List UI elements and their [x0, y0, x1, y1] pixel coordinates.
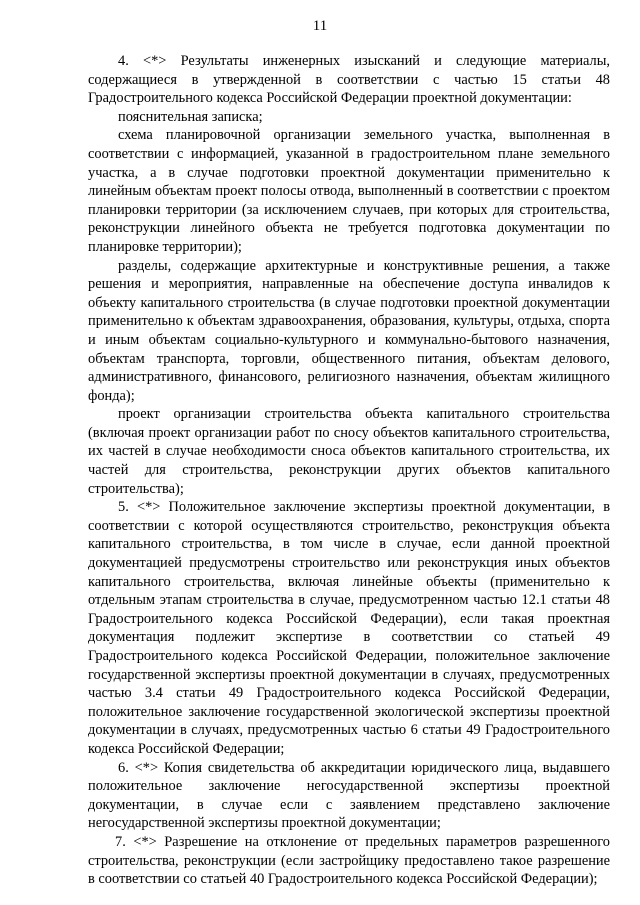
- paragraph-explanatory-note: пояснительная записка;: [118, 108, 263, 125]
- page-number: 11: [312, 18, 328, 34]
- paragraph-item-5: 5. <*> Положительное заключение экспертизы проектной документации, в соответствии с которой осуществляются строительство, реконструкция объекта капитального строительства, в том числе в случае, если данной проектной документацией предусмотрены строительство или реконструкция иных объектов капитального строительства, включая линейные объекты (применительно к отдельным этапам строительства в случае, предусмотренном частью 12.1 статьи 48 Градостроительного кодекса Российской Федерации), если такая проектная документация подлежит экспертизе в соответствии со статьей 49 Градостроительного кодекса Российской Федерации, положительное заключение государственной экспертизы проектной документации в случаях, предусмотренных частью 3.4 статьи 49 Градостроительного кодекса Российской Федерации, положительное заключение государственной экологической экспертизы проектной документации в случаях, предусмотренных частью 6 статьи 49 Градостроительного кодекса Российской Федерации;: [88, 499, 610, 757]
- paragraph-item-4: 4. <*> Результаты инженерных изысканий и следующие материалы, содержащиеся в утвержденной в соответствии с частью 15 статьи 48 Градостроительного кодекса Российской Федерации проектной документации:: [88, 53, 610, 107]
- paragraph-architectural-sections: разделы, содержащие архитектурные и конструктивные решения, а также решения и мероприятия, направленные на обеспечение доступа инвалидов к объекту капитального строительства (в случае подготовки проектной документации применительно к объектам здравоохранения, образования, культуры, отдыха, спорта и иным объектам социально-культурного и коммунально-бытового назначения, объектам транспорта, торговли, общественного питания, объектам делового, административного, финансового, религиозного назначения, объектам жилищного фонда);: [88, 257, 610, 404]
- paragraph-item-6: 6. <*> Копия свидетельства об аккредитации юридического лица, выдавшего положительное заключение негосударственной экспертизы проектной документации, в случае если с заявлением представлено заключение негосударственной экспертизы проектной документации;: [88, 759, 610, 832]
- paragraph-item-7: 7. <*> Разрешение на отклонение от предельных параметров разрешенного строительства, реконструкции (если застройщику предоставлено такое разрешение в соответствии со статьей 40 Градостроительного кодекса Российской Федерации);: [88, 833, 610, 888]
- paragraph-site-plan-scheme: схема планировочной организации земельного участка, выполненная в соответствии с информацией, указанной в градостроительном плане земельного участка, а в случае подготовки проектной документации применительно к линейным объектам проект полосы отвода, выполненный в соответствии с проектом планировки территории (за исключением случаев, при которых для строительства, реконструкции линейного объекта не требуется подготовка документации по планировке территории);: [88, 127, 610, 255]
- paragraph-construction-organization: проект организации строительства объекта капитального строительства (включая проект организации работ по сносу объектов капитального строительства, их частей в случае необходимости сноса объектов капитального строительства, их частей для строительства, реконструкции других объектов капитального строительства);: [88, 406, 610, 497]
- document-body: [88, 52, 610, 889]
